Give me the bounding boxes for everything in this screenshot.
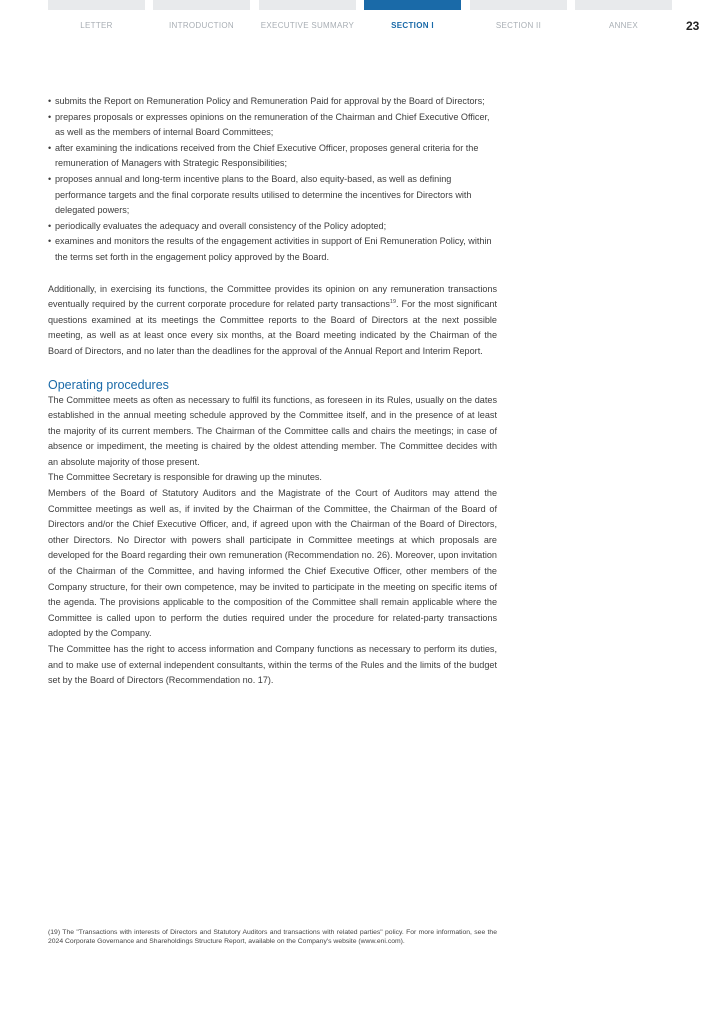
list-item: • after examining the indications received from the Chief Executive Officer, proposes general criteria for the remuneration of Managers with Strategic Responsibilities; (48, 141, 497, 172)
tab-executive-summary[interactable] (259, 0, 356, 36)
paragraph: The Committee has the right to access information and Company functions as necessary to perform its duties, and to make use of external independent consultants, within the terms of the Rules and the limits of the budget set by the Board of Directors (Recommendation no. 17). (48, 644, 497, 686)
tab-label: LETTER (80, 21, 113, 30)
tab-bar (575, 0, 672, 10)
main-content (48, 94, 497, 689)
spacer (48, 360, 497, 376)
list-item: • submits the Report on Remuneration Policy and Remuneration Paid for approval by the Board of Directors; (48, 94, 497, 110)
tab-section-ii[interactable] (470, 0, 567, 36)
paragraph: The Committee meets as often as necessary to fulfil its functions, as foreseen in its Rules, usually on the dates established in the annual meeting schedule approved by the Committee itself, and in the presence of at least the majority of its current members. The Chairman of the Committee calls and chairs the meetings; in case of absence or impediment, the meeting is chaired by the oldest attending member. The Committee decides with an absolute majority of those present. (48, 394, 497, 467)
page-number: 23 (686, 19, 700, 33)
tab-label: ANNEX (608, 21, 639, 30)
top-navigation (0, 0, 720, 40)
paragraph-text: Additionally, in exercising its functions, the Committee provides its opinion on any remuneration transactions eventually required by the current corporate procedure for related party transactions (48, 283, 497, 310)
section-heading: Operating procedures (48, 377, 169, 392)
tab-bar (470, 0, 567, 10)
paragraph-additional-functions (48, 282, 497, 360)
tab-bar (153, 0, 250, 10)
tab-section-i[interactable] (364, 0, 461, 36)
list-item: • prepares proposals or expresses opinions on the remuneration of the Chairman and Chief Executive Officer, as well as the members of internal Board Committees; (48, 110, 497, 141)
tab-label: SECTION II (495, 21, 542, 30)
tab-bar (48, 0, 145, 10)
tab-label: INTRODUCTION (169, 21, 234, 30)
tab-label: EXECUTIVE SUMMARY (260, 21, 355, 30)
list-item: • examines and monitors the results of the engagement activities in support of Eni Remuneration Policy, within the terms set forth in the engagement policy approved by the Board. (48, 234, 497, 265)
responsibilities-list (48, 94, 497, 266)
tab-annex[interactable] (575, 0, 672, 36)
tab-bar (259, 0, 356, 10)
footnote-reference[interactable]: 19 (389, 299, 397, 306)
footnote: (19) The "Transactions with interests of Directors and Statutory Auditors and transactions with related parties" policy. For more information, see the 2024 Corporate Governance and Shareholdings Structure Report, available on the Company's website (www.eni.com). (48, 929, 497, 945)
tab-introduction[interactable] (153, 0, 250, 36)
tab-label: SECTION I (391, 21, 434, 30)
tab-letter[interactable] (48, 0, 145, 36)
paragraph: The Committee Secretary is responsible for drawing up the minutes. (48, 472, 322, 483)
paragraph-text: . For the most significant questions examined at its meetings the Committee reports to the Board of Directors at the next possible meeting, as well as at least once every six months, at the Board meeting indicated by the Chairman of the Board of Directors, and no later than the deadlines for the approval of the Annual Report and Interim Report. (48, 299, 497, 356)
tab-bar (364, 0, 461, 10)
list-item: • proposes annual and long-term incentive plans to the Board, also equity-based, as well as defining performance targets and the final corporate results utilised to determine the incentives for Directors with delegated powers; (48, 172, 497, 219)
spacer (48, 266, 497, 282)
list-item: • periodically evaluates the adequacy and overall consistency of the Policy adopted; (48, 219, 497, 235)
paragraph: Members of the Board of Statutory Auditors and the Magistrate of the Court of Auditors may attend the Committee meetings as well as, if invited by the Chairman of the Committee, the Chairman of the Board of Directors and/or the Chief Executive Officer, and, if agreed upon with the Chairman of the Board of Directors, other Directors. No Director with powers shall participate in Committee meetings at which proposals are developed for the Board regarding their own remuneration (Recommendation no. 26). Moreover, upon invitation of the Chairman of the Committee, and having informed the Chief Executive Officer, other members of the Company structure, for their own competence, may be invited to participate in the meeting on specific items of the agenda. The provisions applicable to the composition of the Committee shall remain applicable where the Committee is called upon to perform the duties required under the procedure for related-party transactions adopted by the Company. (48, 488, 497, 639)
